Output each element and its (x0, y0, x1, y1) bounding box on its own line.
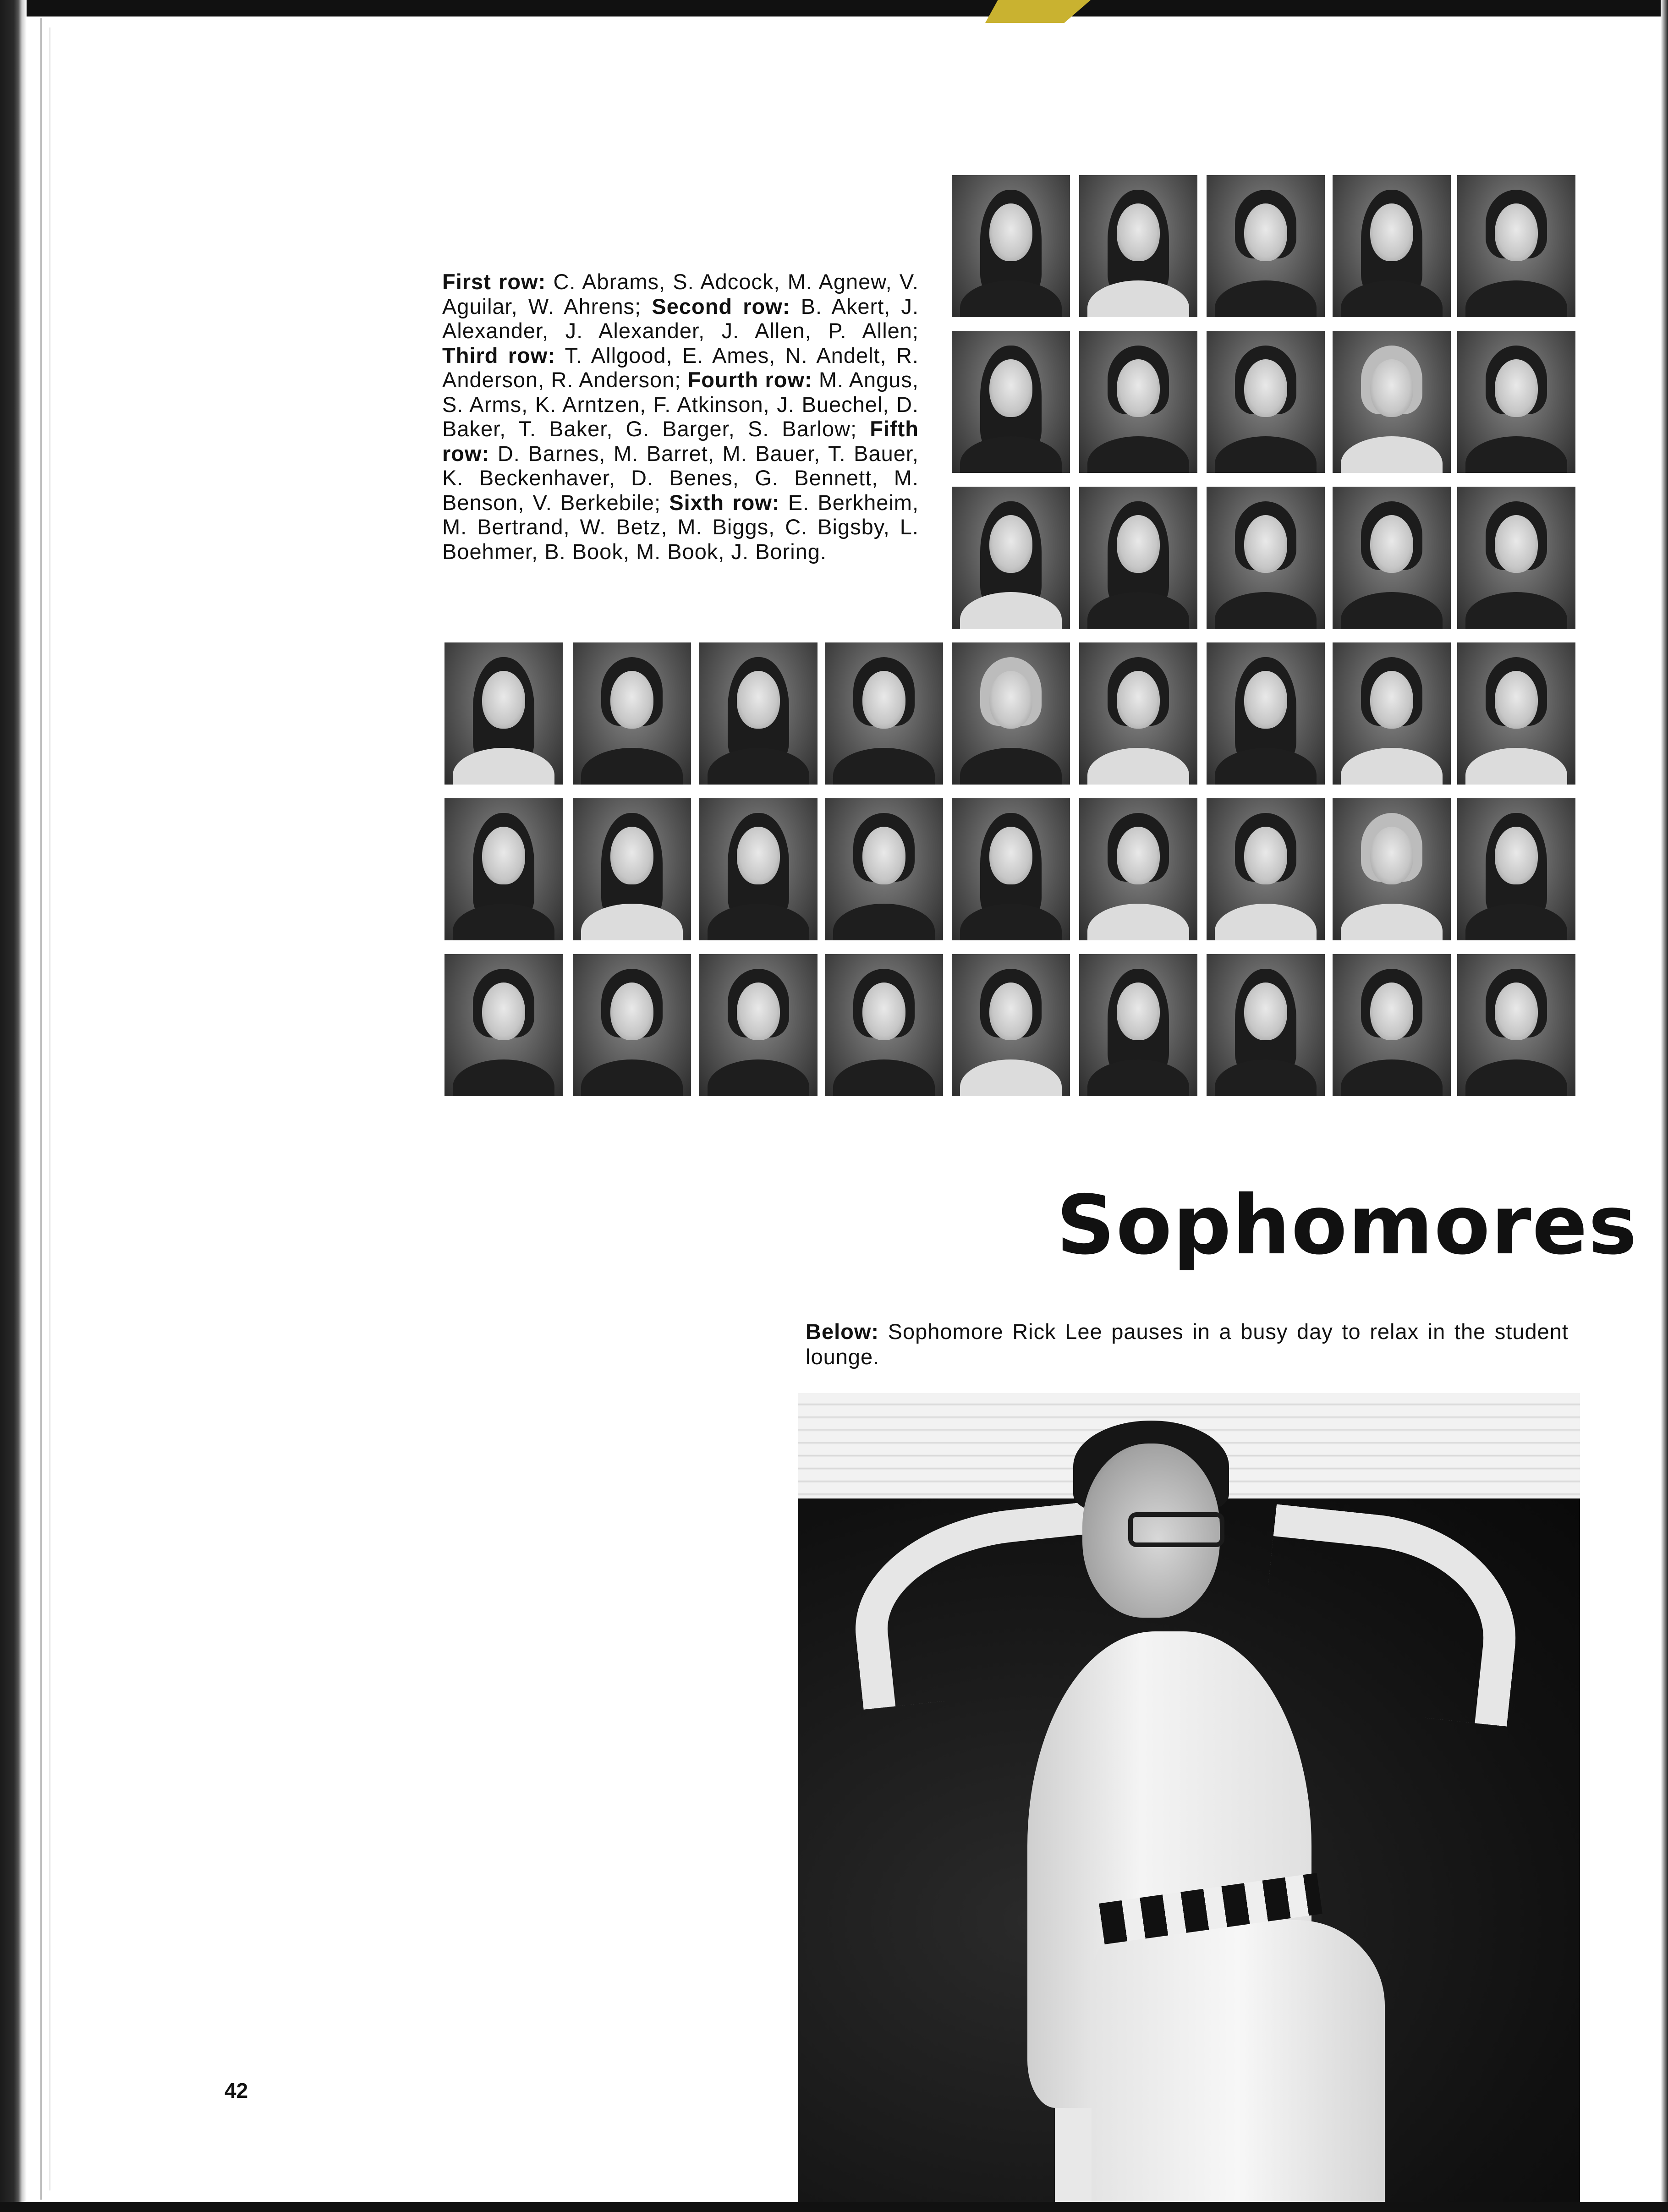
student-portrait (1207, 798, 1325, 940)
student-portrait (573, 642, 691, 785)
student-portrait (573, 954, 691, 1096)
page-bottom-edge (0, 2202, 1668, 2212)
student-portrait (1079, 331, 1197, 473)
third-row-label: Third row: (442, 343, 556, 368)
feature-photo (798, 1393, 1580, 2202)
student-portrait (444, 954, 563, 1096)
student-portrait (1079, 954, 1197, 1096)
student-portrait (952, 487, 1070, 629)
first-row-label: First row: (442, 269, 546, 294)
student-portrait (444, 642, 563, 785)
page-edge-line (40, 18, 42, 2200)
student-portrait (699, 798, 818, 940)
student-portrait (699, 642, 818, 785)
section-title: Sophomores (1056, 1178, 1638, 1273)
student-portrait (952, 175, 1070, 317)
student-portrait (1079, 798, 1197, 940)
student-portrait (952, 642, 1070, 785)
student-portrait (825, 642, 943, 785)
sixth-row-names: E. Berkheim, M. Bertrand, W. Betz, M. Biggs, C. Bigsby, L. Boehmer, B. Book, M. Book, J. Boring. (442, 490, 919, 564)
student-portrait (1207, 331, 1325, 473)
student-portrait (825, 798, 943, 940)
page-number: 42 (225, 2079, 248, 2102)
student-legs (1092, 1920, 1385, 2202)
page-right-edge (1661, 0, 1668, 2212)
student-portrait (1333, 175, 1451, 317)
student-portrait (1457, 175, 1575, 317)
page-top-accent (985, 0, 1091, 23)
student-portrait (1333, 331, 1451, 473)
student-portrait (1457, 642, 1575, 785)
student-portrait (1207, 175, 1325, 317)
photo-caption (806, 1319, 1569, 1369)
fourth-row-names: M. Angus, S. Arms, K. Arntzen, F. Atkinson, J. Buechel, D. Baker, T. Baker, G. Barger, S. Barlow; (442, 368, 919, 441)
student-portrait (1079, 642, 1197, 785)
student-portrait (573, 798, 691, 940)
student-portrait (1333, 798, 1451, 940)
student-portrait (1333, 642, 1451, 785)
student-portrait (1207, 487, 1325, 629)
book-binding-edge (0, 0, 27, 2212)
page-edge-line (49, 27, 50, 2190)
student-portrait (1079, 175, 1197, 317)
glasses (1128, 1512, 1224, 1547)
third-row-names: T. Allgood, E. Ames, N. Andelt, R. Anderson, R. Anderson; (442, 343, 919, 392)
student-portrait (444, 798, 563, 940)
photo-caption-text: Sophomore Rick Lee pauses in a busy day to relax in the student lounge. (806, 1319, 1569, 1369)
student-portrait (825, 954, 943, 1096)
student-portrait (952, 331, 1070, 473)
photo-caption-label: Below: (806, 1319, 879, 1344)
second-row-names: B. Akert, J. Alexander, J. Alexander, J. Allen, P. Allen; (442, 294, 919, 343)
student-portrait (1457, 487, 1575, 629)
fourth-row-label: Fourth row: (687, 368, 812, 392)
student-portrait (699, 954, 818, 1096)
sixth-row-label: Sixth row: (669, 490, 780, 515)
second-row-label: Second row: (652, 294, 790, 318)
page-top-edge (0, 0, 1668, 16)
student-portrait (1457, 954, 1575, 1096)
roster-caption (442, 269, 919, 564)
student-portrait (1333, 487, 1451, 629)
student-portrait (952, 954, 1070, 1096)
fifth-row-label: Fifth row: (442, 417, 919, 466)
student-portrait (1457, 331, 1575, 473)
student-portrait (1079, 487, 1197, 629)
student-portrait (952, 798, 1070, 940)
first-row-names: C. Abrams, S. Adcock, M. Agnew, V. Aguilar, W. Ahrens; (442, 269, 919, 318)
student-portrait (1333, 954, 1451, 1096)
student-portrait (1207, 642, 1325, 785)
student-portrait (1207, 954, 1325, 1096)
student-portrait (1457, 798, 1575, 940)
fifth-row-names: D. Barnes, M. Barret, M. Bauer, T. Bauer, K. Beckenhaver, D. Benes, G. Bennett, M. Benson, V. Berkebile; (442, 441, 919, 515)
